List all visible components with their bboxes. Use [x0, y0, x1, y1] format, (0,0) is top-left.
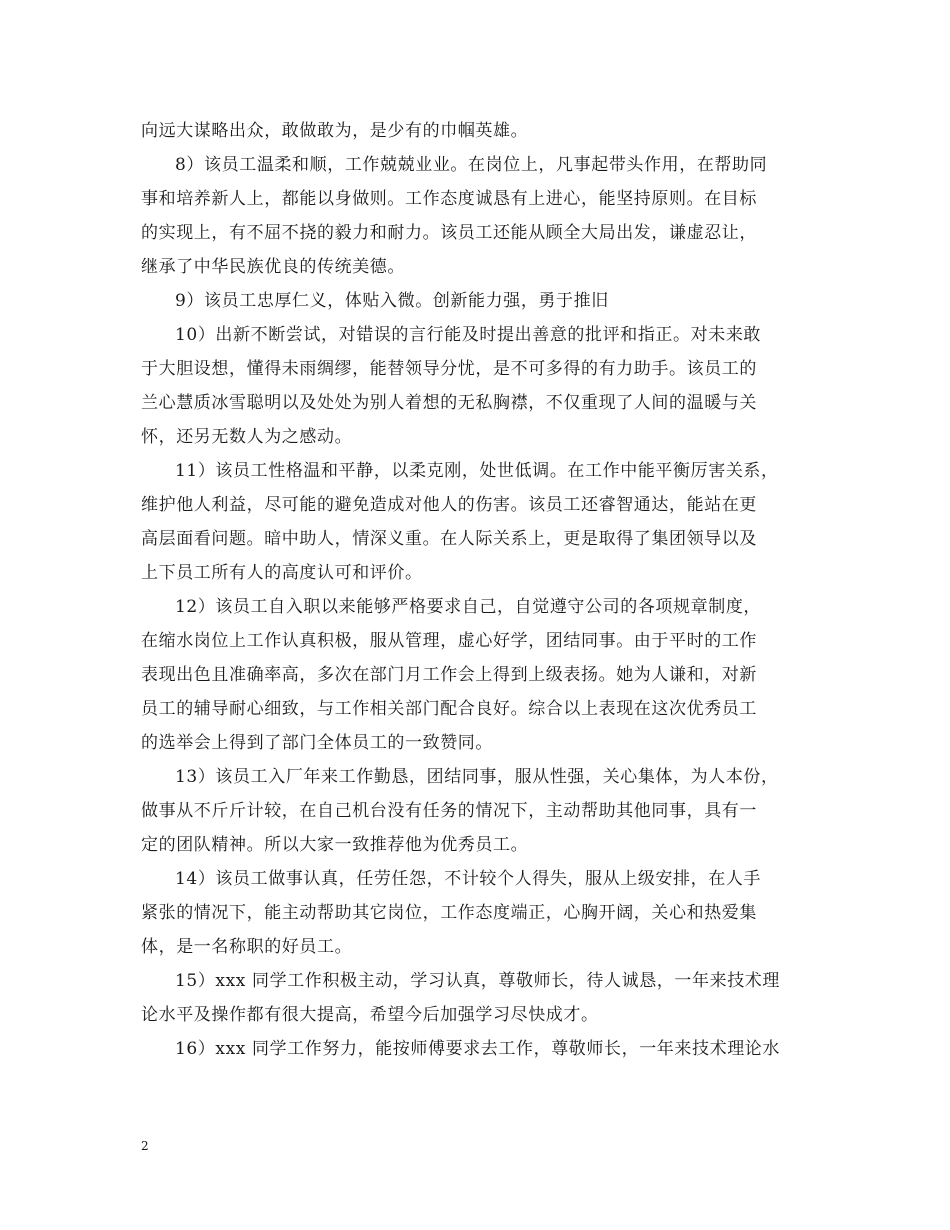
- paragraph-15: 15）xxx 同学工作积极主动，学习认真，尊敬师长，待人诚恳，一年来技术理 论水平及操作都有很大提高，希望今后加强学习尽快成才。: [141, 971, 780, 1025]
- page-number: 2: [141, 1139, 149, 1153]
- paragraph-12: 12）该员工自入职以来能够严格要求自己，自觉遵守公司的各项规章制度， 在缩水岗位上工作认真积极，服从管理，虚心好学，团结同事。由于平时的工作 表现出色且准确率高，多次在部门月工作会上得到上级表扬。她为人谦和，对新 员工的辅导耐心细致，与工作相关部门配合良好。综合以上表现在这次优秀员工 的选举会上得到了部门全体员工的一致赞同。: [141, 597, 762, 753]
- paragraph-9: 9）该员工忠厚仁义，体贴入微。创新能力强，勇于推旧: [175, 291, 609, 311]
- paragraph-0: 向远大谋略出众，敢做敢为，是少有的巾帼英雄。: [141, 121, 529, 141]
- paragraph-10: 10）出新不断尝试，对错误的言行能及时提出善意的批评和指正。对未来敢 于大胆设想，懂得未雨绸缪，能替领导分忧，是不可多得的有力助手。该员工的 兰心慧质冰雪聪明以及处处为别人着想的无私胸襟，不仅重现了人间的温暖与关 怀，还另无数人为之感动。: [141, 325, 762, 447]
- paragraph-11: 11）该员工性格温和平静，以柔克刚，处世低调。在工作中能平衡厉害关系， 维护他人利益，尽可能的避免造成对他人的伤害。该员工还睿智通达，能站在更 高层面看问题。暗中助人，情深义重。在人际关系上，更是取得了集团领导以及 上下员工所有人的高度认可和评价。: [141, 461, 779, 583]
- paragraph-13: 13）该员工入厂年来工作勤恳，团结同事，服从性强，关心集体，为人本份， 做事从不斤斤计较，在自己机台没有任务的情况下，主动帮助其他同事，具有一 定的团队精神。所以大家一致推荐他为优秀员工。: [141, 767, 779, 855]
- paragraph-14: 14）该员工做事认真，任劳任怨，不计较个人得失，服从上级安排，在人手 紧张的情况下，能主动帮助其它岗位，工作态度端正，心胸开阔，关心和热爱集 体，是一名称职的好员工。: [141, 869, 762, 957]
- paragraph-16: 16）xxx 同学工作努力，能按师傅要求去工作，尊敬师长，一年来技术理论水: [175, 1039, 780, 1059]
- document-body: [141, 114, 831, 1066]
- paragraph-8: 8）该员工温柔和顺，工作兢兢业业。在岗位上，凡事起带头作用，在帮助同 事和培养新人上，都能以身做则。工作态度诚恳有上进心，能坚持原则。在目标 的实现上，有不屈不挠的毅力和耐力。该员工还能从顾全大局出发，谦虚忍让， 继承了中华民族优良的传统美德。: [141, 155, 768, 277]
